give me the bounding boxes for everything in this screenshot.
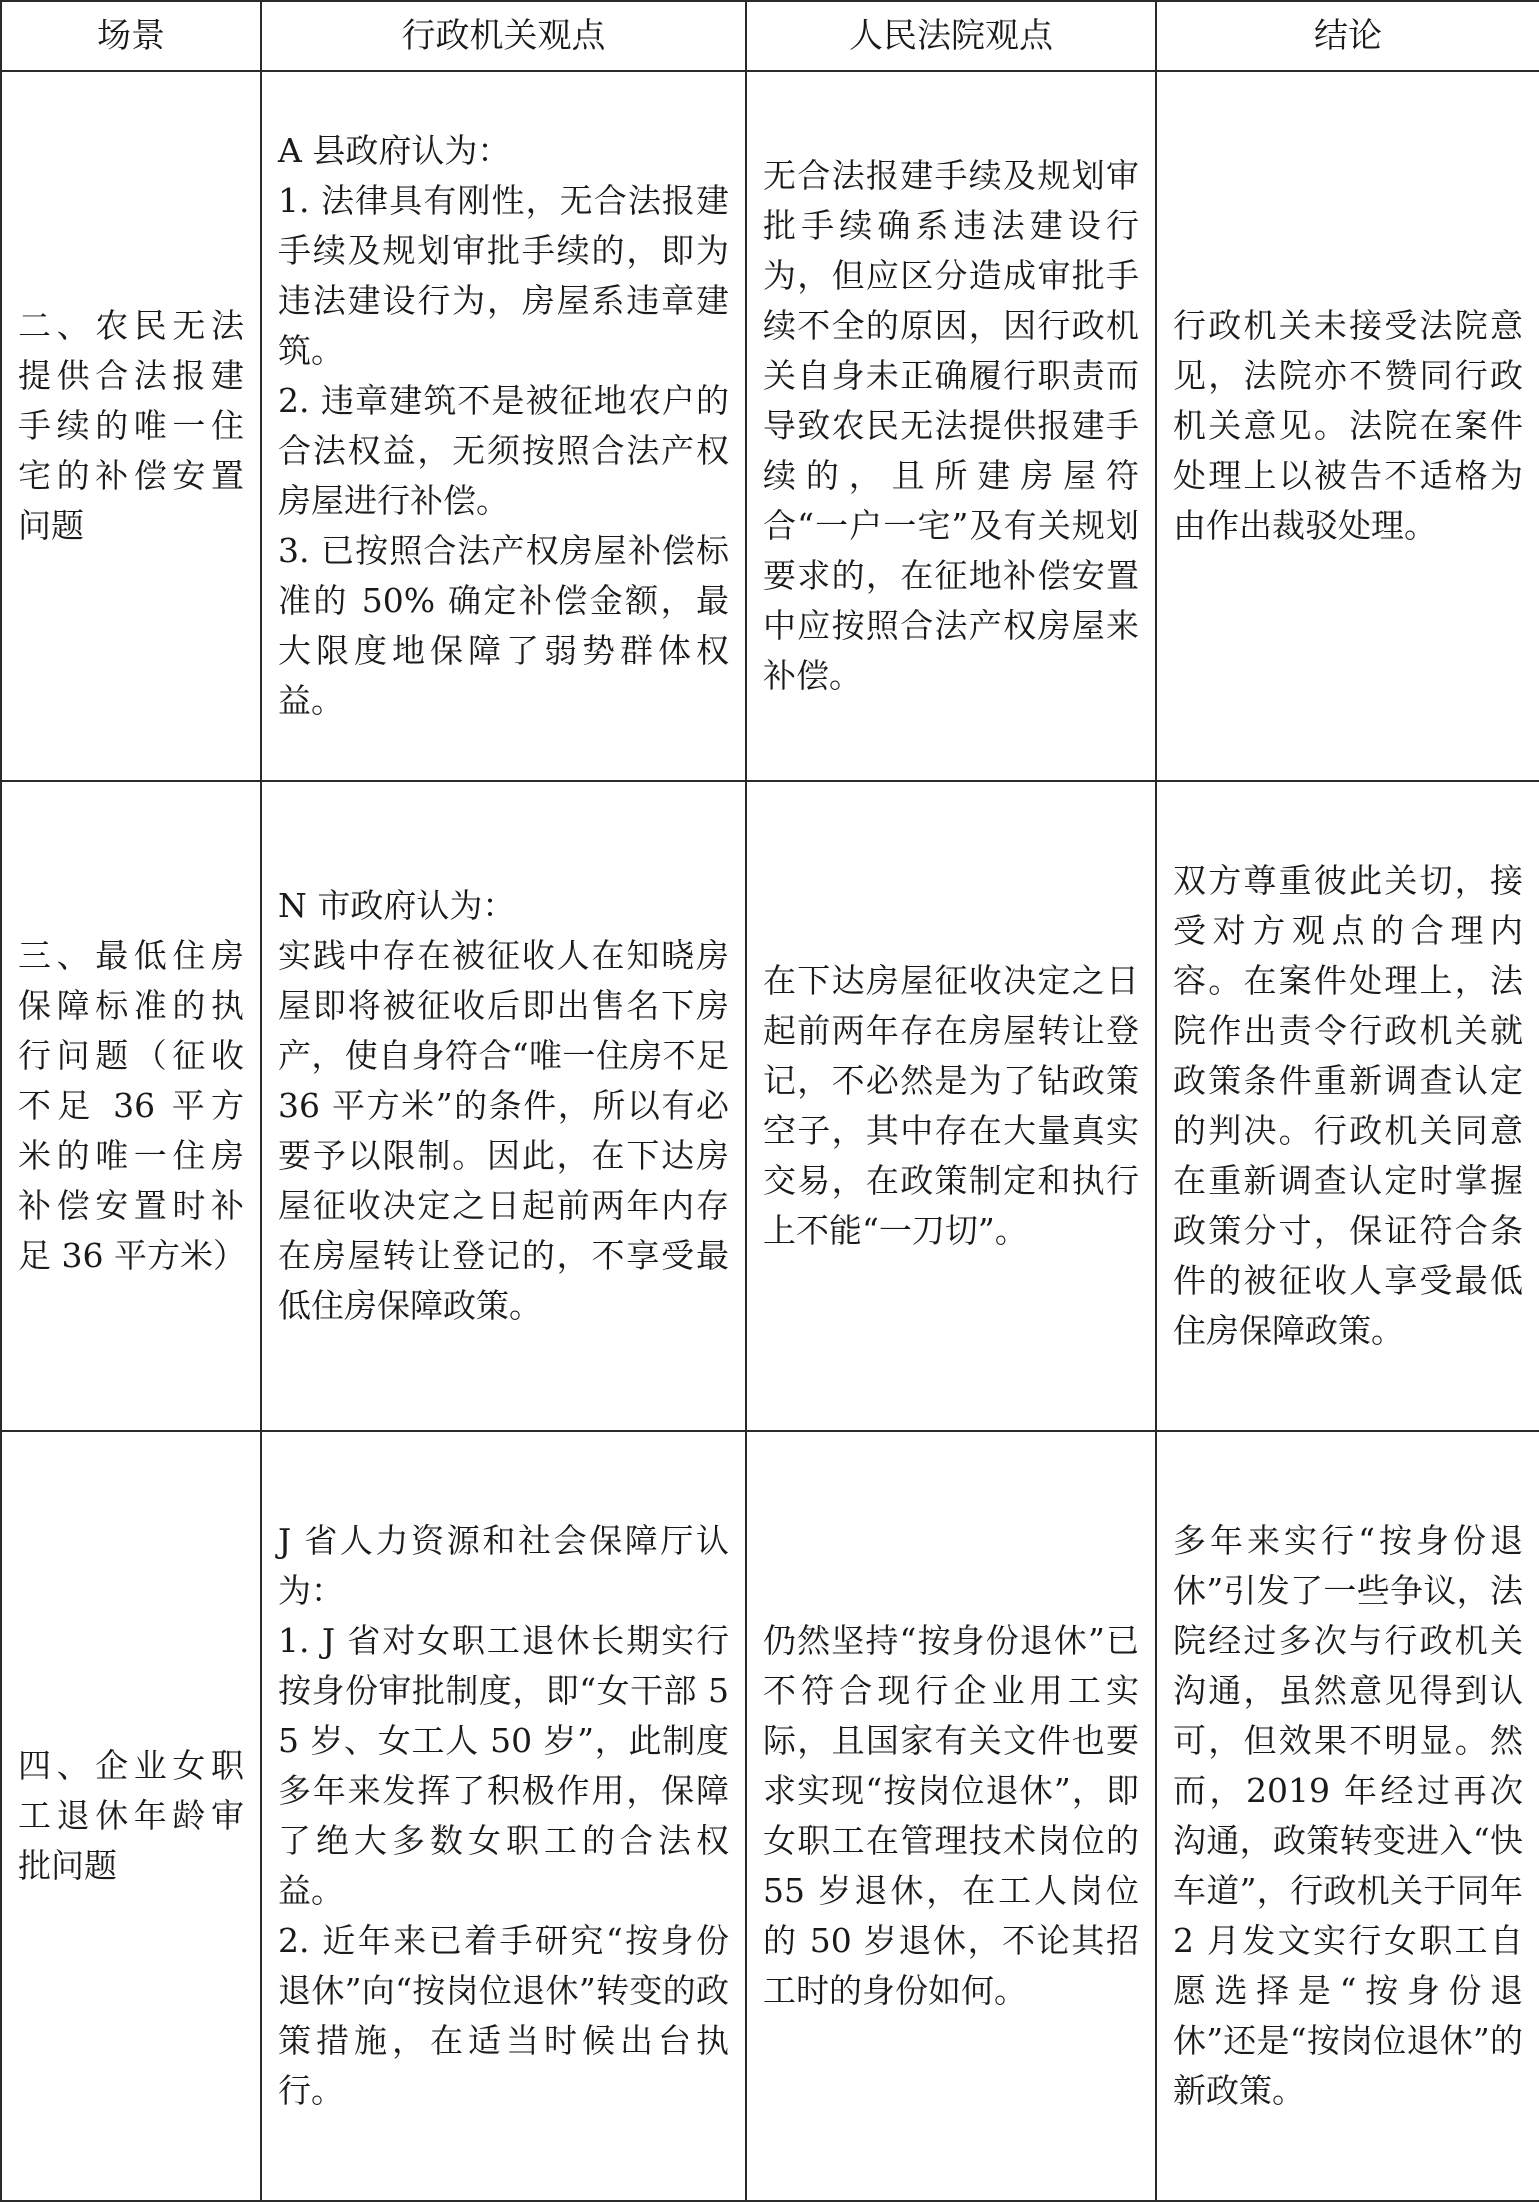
- conclusion-cell: 双方尊重彼此关切，接受对方观点的合理内容。在案件处理上，法院作出责令行政机关就政策条件重新调查认定的判决。行政机关同意在重新调查认定时掌握政策分寸，保证符合条件的被征收人享受最低住房保障政策。: [1156, 781, 1539, 1431]
- admin-view-cell: [261, 1431, 746, 2201]
- table-row: [1, 71, 1539, 781]
- admin-view-line: 1. J 省对女职工退休长期实行按身份审批制度，即“女干部 55 岁、女工人 50 岁”，此制度多年来发挥了积极作用，保障了绝大多数女职工的合法权益。: [278, 1621, 729, 1910]
- conclusion-cell: 行政机关未接受法院意见，法院亦不赞同行政机关意见。法院在案件处理上以被告不适格为由作出裁驳处理。: [1156, 71, 1539, 781]
- header-court-view: 人民法院观点: [746, 1, 1156, 71]
- table-header-row: [1, 1, 1539, 71]
- scene-cell: 三、最低住房保障标准的执行问题（征收不足 36 平方米的唯一住房补偿安置时补足 36 平方米）: [1, 781, 261, 1431]
- table-row: [1, 1431, 1539, 2201]
- scene-cell: 二、农民无法提供合法报建手续的唯一住宅的补偿安置问题: [1, 71, 261, 781]
- header-scene: 场景: [1, 1, 261, 71]
- scene-cell: 四、企业女职工退休年龄审批问题: [1, 1431, 261, 2201]
- court-view-cell: 仍然坚持“按身份退休”已不符合现行企业用工实际，且国家有关文件也要求实现“按岗位退休”，即女职工在管理技术岗位的 55 岁退休，在工人岗位的 50 岁退休，不论其招工时的身份如何。: [746, 1431, 1156, 2201]
- admin-view-line: J 省人力资源和社会保障厅认为：: [278, 1521, 729, 1610]
- header-conclusion: 结论: [1156, 1, 1539, 71]
- admin-view-cell: [261, 781, 746, 1431]
- court-view-cell: 在下达房屋征收决定之日起前两年存在房屋转让登记，不必然是为了钻政策空子，其中存在大量真实交易，在政策制定和执行上不能“一刀切”。: [746, 781, 1156, 1431]
- admin-view-line: A 县政府认为：: [278, 131, 511, 170]
- court-view-cell: 无合法报建手续及规划审批手续确系违法建设行为，但应区分造成审批手续不全的原因，因行政机关自身未正确履行职责而导致农民无法提供报建手续的，且所建房屋符合“一户一宅”及有关规划要求的，在征地补偿安置中应按照合法产权房屋来补偿。: [746, 71, 1156, 781]
- admin-view-cell: [261, 71, 746, 781]
- admin-view-line: 1. 法律具有刚性，无合法报建手续及规划审批手续的，即为违法建设行为，房屋系违章建筑。: [278, 181, 729, 370]
- admin-view-line: 实践中存在被征收人在知晓房屋即将被征收后即出售名下房产，使自身符合“唯一住房不足 36 平方米”的条件，所以有必要予以限制。因此，在下达房屋征收决定之日起前两年内存在房屋转让登记的，不享受最低住房保障政策。: [278, 936, 729, 1325]
- admin-view-line: 2. 近年来已着手研究“按身份退休”向“按岗位退休”转变的政策措施，在适当时候出台执行。: [278, 1921, 729, 2110]
- admin-view-line: 3. 已按照合法产权房屋补偿标准的 50% 确定补偿金额，最大限度地保障了弱势群体权益。: [278, 531, 729, 720]
- table-row: [1, 781, 1539, 1431]
- conclusion-cell: 多年来实行“按身份退休”引发了一些争议，法院经过多次与行政机关沟通，虽然意见得到认可，但效果不明显。然而，2019 年经过再次沟通，政策转变进入“快车道”，行政机关于同年 2 月发文实行女职工自愿选择是“按身份退休”还是“按岗位退休”的新政策。: [1156, 1431, 1539, 2201]
- header-admin-view: 行政机关观点: [261, 1, 746, 71]
- admin-view-line: 2. 违章建筑不是被征地农户的合法权益，无须按照合法产权房屋进行补偿。: [278, 381, 729, 520]
- admin-view-line: N 市政府认为：: [278, 886, 516, 925]
